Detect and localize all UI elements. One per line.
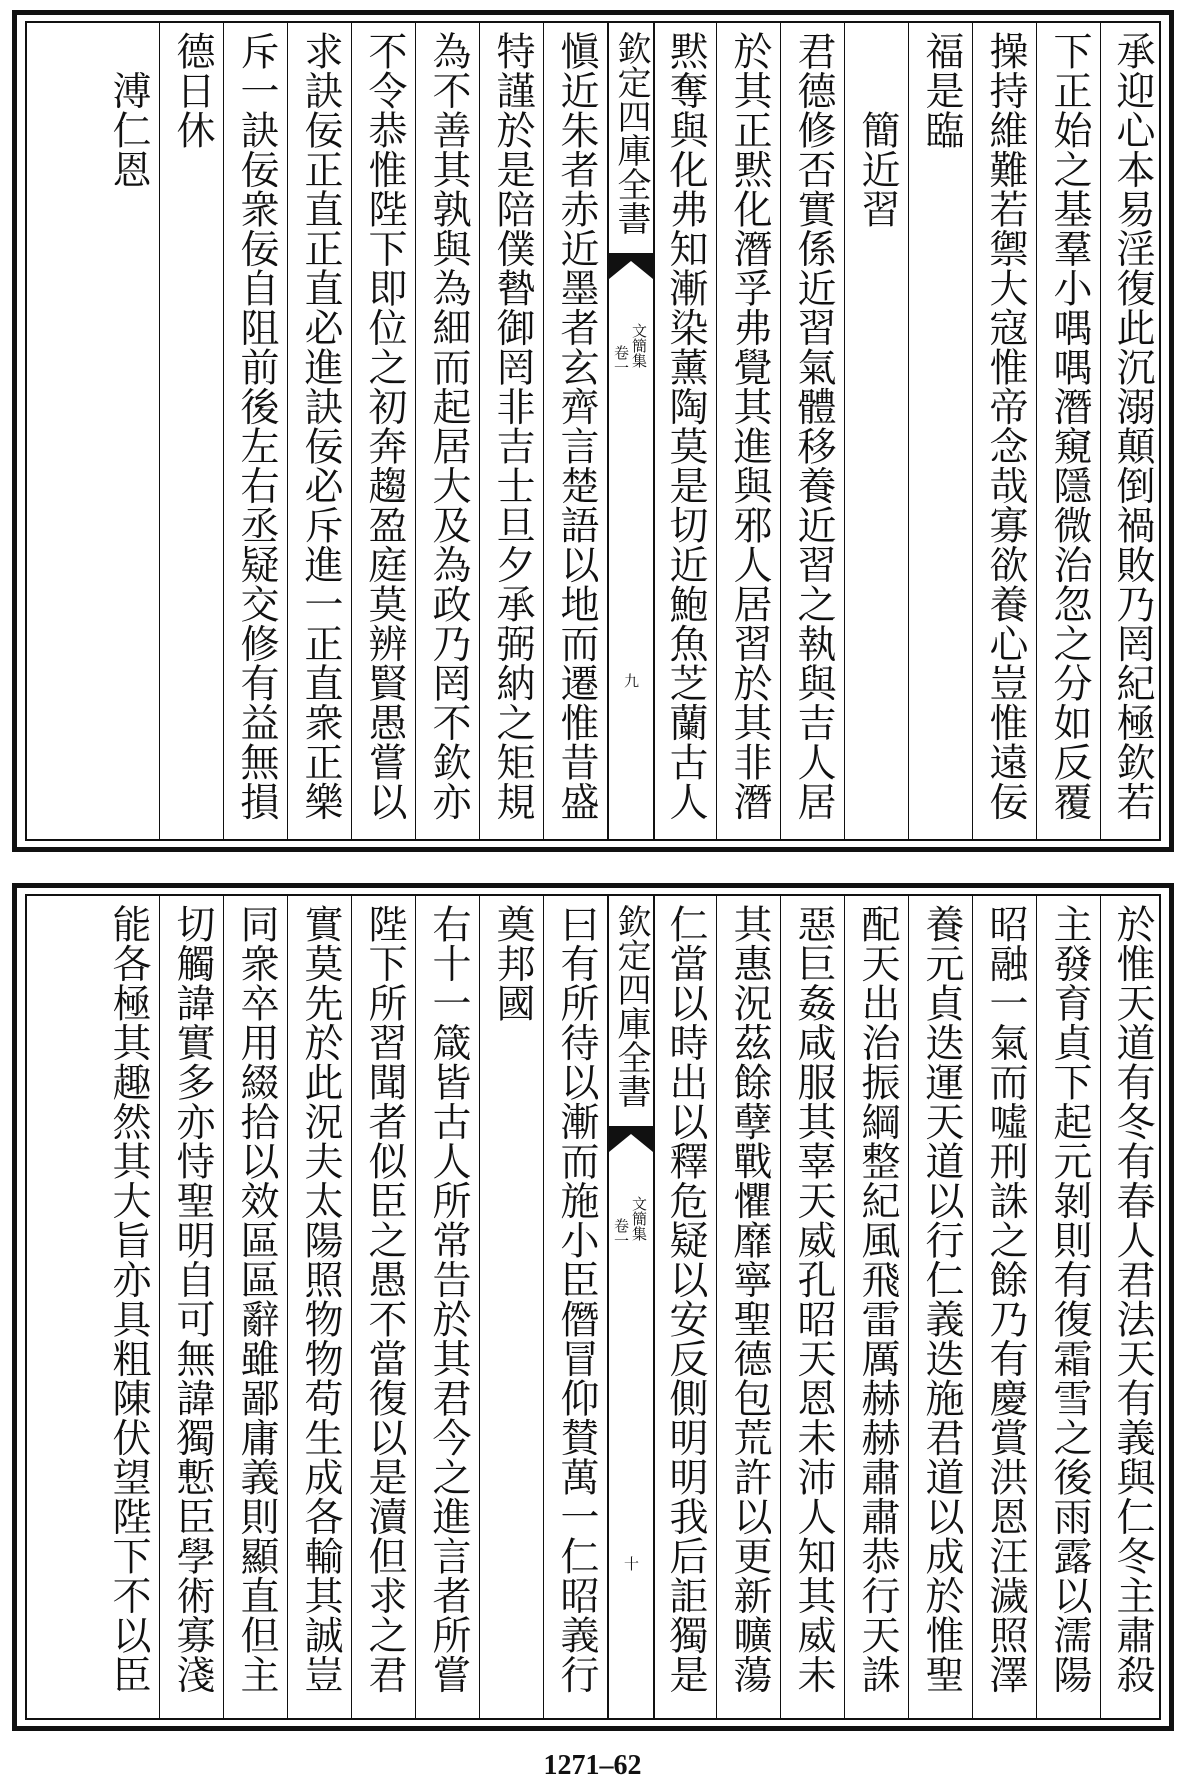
column-rule (780, 23, 781, 839)
page-number: 九 (622, 673, 640, 688)
text-column: 能各極其趣然其大旨亦具粗陳伏望陛下不以臣 (106, 904, 151, 1694)
column-rule (1036, 896, 1037, 1718)
column-rule (159, 896, 160, 1718)
text-column: 下正始之基羣小喁喁潛窺隱微治忽之分如反覆 (1047, 31, 1092, 821)
text-column: 黙奪與化弗知漸染薰陶莫是切近鮑魚芝蘭古人 (663, 31, 708, 821)
column-rule (844, 23, 845, 839)
center-fold (607, 23, 655, 839)
text-column: 為不善其孰與為細而起居大及為政乃罔不欽亦 (426, 31, 471, 821)
section-heading: 奠邦國 (490, 904, 535, 1023)
text-column: 特謹於是陪僕暬御罔非吉士旦夕承弼納之矩規 (490, 31, 535, 821)
text-column: 不令恭惟陛下即位之初奔趨盈庭莫辨賢愚嘗以 (362, 31, 407, 821)
column-rule (159, 23, 160, 839)
column-rule (972, 896, 973, 1718)
text-column: 其惠況茲餘孽戰懼靡寧聖德包荒許以更新曠蕩 (727, 904, 772, 1694)
column-rule (716, 23, 717, 839)
column-rule (287, 23, 288, 839)
column-rule (844, 896, 845, 1718)
column-rule (415, 23, 416, 839)
text-column: 斥一訣佞衆佞自阻前後左右丞疑交修有益無損 (234, 31, 279, 821)
column-rule (908, 23, 909, 839)
text-column: 實莫先於此況夫太陽照物物苟生成各輸其誠豈 (298, 904, 343, 1694)
text-column: 德日休 (170, 31, 215, 150)
column-rule (716, 896, 717, 1718)
page-footer-number: 1271–62 (543, 1750, 642, 1781)
volume-label: 卷一 (612, 1218, 630, 1248)
text-column: 曰有所待以漸而施小臣僭冒仰賛萬一仁昭義行 (554, 904, 599, 1694)
column-rule (1100, 23, 1101, 839)
section-heading: 溥仁恩 (106, 31, 151, 189)
column-rule (479, 896, 480, 1718)
column-rule (287, 896, 288, 1718)
volume-label: 卷一 (612, 345, 630, 375)
column-rule (479, 23, 480, 839)
text-column: 操持維難若禦大寇惟帝念哉寡欲養心豈惟遠佞 (983, 31, 1028, 821)
section-heading: 簡近習 (855, 31, 900, 229)
column-rule (780, 896, 781, 1718)
text-column: 承迎心本易淫復此沉溺顛倒禍敗乃罔紀極欽若 (1110, 31, 1155, 821)
center-fold (607, 896, 655, 1718)
column-rule (223, 23, 224, 839)
top-page (12, 10, 1174, 852)
text-column: 於其正黙化潛孚弗覺其進與邪人居習於其非潛 (727, 31, 772, 821)
text-column: 惡巨姦咸服其辜天威孔昭天恩未沛人知其威未 (791, 904, 836, 1694)
column-rule (351, 23, 352, 839)
text-column: 主發育貞下起元剝則有復霜雪之後雨露以濡陽 (1047, 904, 1092, 1694)
text-column: 陛下所習聞者似臣之愚不當復以是瀆但求之君 (362, 904, 407, 1694)
column-rule (223, 896, 224, 1718)
fish-tail-mark (609, 251, 653, 281)
text-column: 配天出治振綱整紀風飛雷厲赫赫肅肅恭行天誅 (855, 904, 900, 1694)
book-name: 文簡集 (630, 1196, 648, 1241)
column-rule (1036, 23, 1037, 839)
column-rule (415, 896, 416, 1718)
text-column: 福是臨 (919, 31, 964, 150)
book-series-title: 欽定四庫全書 (611, 31, 651, 235)
text-column: 仁當以時出以釋危疑以安反側明明我后詎獨是 (663, 904, 708, 1694)
text-column: 求訣佞正直正直必進訣佞必斥進一正直衆正樂 (298, 31, 343, 821)
top-page-frame (25, 21, 1161, 841)
text-column: 右十一箴皆古人所常告於其君今之進言者所嘗 (426, 904, 471, 1694)
bottom-page (12, 883, 1174, 1731)
column-rule (543, 896, 544, 1718)
column-rule (908, 896, 909, 1718)
text-column: 同衆卒用綴拾以效區區辭雖鄙庸義則顯直但主 (234, 904, 279, 1694)
bottom-page-frame (25, 894, 1161, 1720)
column-rule (351, 896, 352, 1718)
text-column: 於惟天道有冬有春人君法天有義與仁冬主肅殺 (1110, 904, 1155, 1694)
text-column: 切觸諱實多亦恃聖明自可無諱獨慙臣學術寡淺 (170, 904, 215, 1694)
text-column: 養元貞迭運天道以行仁義迭施君道以成於惟聖 (919, 904, 964, 1694)
page-number: 十 (622, 1556, 640, 1571)
column-rule (1100, 896, 1101, 1718)
text-column: 昭融一氣而噓刑誅之餘乃有慶賞洪恩汪濊照澤 (983, 904, 1028, 1694)
book-name: 文簡集 (630, 323, 648, 368)
text-column: 愼近朱者赤近墨者玄齊言楚語以地而遷惟昔盛 (554, 31, 599, 821)
column-rule (543, 23, 544, 839)
fish-tail-mark (609, 1124, 653, 1154)
text-column: 君德修否實係近習氣體移養近習之執與吉人居 (791, 31, 836, 821)
column-rule (972, 23, 973, 839)
book-series-title: 欽定四庫全書 (611, 904, 651, 1108)
